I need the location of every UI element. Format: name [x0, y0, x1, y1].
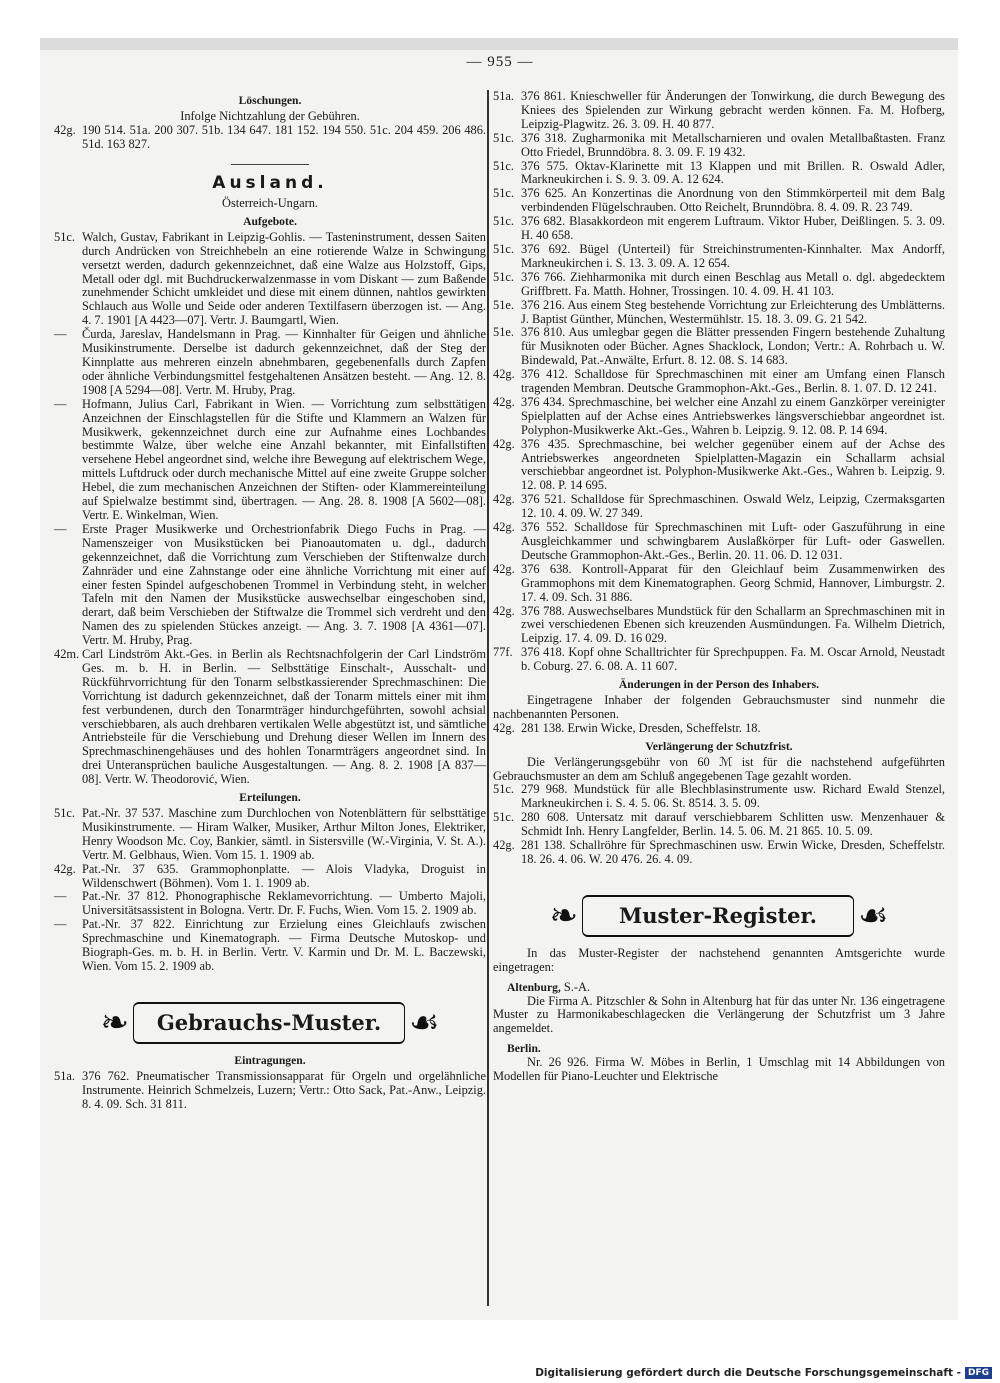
entry-text: 376 552. Schalldose für Sprechmaschinen mit Luft- oder Gaszuführung in eine Ausgleichkammer und schwingbarem Auslaßkörper für Luft- oder Gaswellen. Deutsche Grammophon-Akt.-Ges., Berlin. 20. 11. 06. D. 12 031. [521, 520, 945, 562]
entry-text: Pat.-Nr. 37 635. Grammophonplatte. — Alois Vladyka, Droguist in Wildenschwert (Böhmen). Vom 1. 1. 1909 ab. [82, 861, 486, 890]
entry [54, 1070, 486, 1112]
entry-text: 376 434. Sprechmaschine, bei welcher eine Anzahl zu einem Ganzkörper vereinigter Spielplatten auf der Achse eines Antriebswerkes längsverschiebbar angeordnet ist. Polyphon-Musikwerke Akt.-Ges., Wahren b. Leipzig. 9. 12. 08. P. 14 694. [521, 394, 945, 437]
ornament-right-icon: ☙ [858, 895, 889, 936]
subheading: Infolge Nichtzahlung der Gebühren. [180, 108, 360, 123]
entry-text: Pat.-Nr. 37 812. Phonographische Reklamevorrichtung. — Umberto Majoli, Universitätsassistent in Bologna. Vertr. Dr. F. Fuchs, Wien. Vom 15. 2. 1909 ab. [82, 889, 486, 918]
entry-class-code: 51c. [493, 782, 514, 797]
entry-class-code: 51c. [493, 214, 514, 229]
entry [493, 271, 945, 299]
entry-text: 376 318. Zugharmonika mit Metallscharnieren und ovalen Metallbaßtasten. Franz Otto Friedel, Brunndöbra. 8. 3. 09. F. 19 432. [521, 130, 945, 159]
entry [493, 326, 945, 368]
entry [54, 863, 486, 891]
entry-class-code: 42g. [493, 367, 515, 382]
entry-text: 376 810. Aus umlegbar gegen die Blätter pressenden Fingern bestehende Zuhaltung für Musiknoten oder Bücher. Agnes Shacklock, London; Vertr.: A. Rohrbach u. W. Bindewald, Pat.-Anwälte, Erfurt. 8. 12. 08. S. 14 683. [521, 325, 945, 368]
section-heading: Erteilungen. [239, 791, 301, 805]
entry-text: 376 762. Pneumatischer Transmissionsapparat für Orgeln und orgelähnliche Instrumente. Heinrich Schmelzeis, Luzern; Vertr.: Otto Sack, Pat.-Anw., Leipzig. 8. 4. 09. Sch. 31 811. [82, 1068, 486, 1111]
ornament-right-icon: ☙ [409, 1002, 440, 1043]
section-heading: Aufgebote. [243, 214, 297, 228]
entry [54, 231, 486, 328]
place-name: Altenburg, [507, 980, 561, 994]
entry-text: 376 412. Schalldose für Sprechmaschinen mit einer am Umfang einen Flansch tragenden Membran. Deutsche Grammophon-Akt.-Ges., Berlin. 8. 1. 07. D. 12 241. [521, 367, 945, 396]
entry [54, 807, 486, 863]
entry-text: 376 788. Auswechselbares Mundstück für den Schallarm an Sprechmaschinen mit in zwei verschiedenen Ebenen sich kreuzenden Ausmündungen. Fa. Wilhelm Dietrich, Leipzig. 17. 4. 09. D. 16 029. [521, 603, 945, 646]
entry-text: 190 514. 51a. 200 307. 51b. 134 647. 181 152. 194 550. 51c. 204 459. 206 486. 51d. 163 827. [82, 122, 486, 151]
entry-class-code: 51e. [493, 297, 514, 312]
entry-text: Pat.-Nr. 37 822. Einrichtung zur Erzielung eines Gleichlaufs zwischen Sprechmaschine und Kinematograph. — Firma Deutsche Mutoskop- und Biograph-Ges. m. b. H. in Berlin. Vertr. V. Karmin und Dr. M. L. Baczewski, Wien. Vom 15. 2. 1909 ab. [82, 917, 486, 973]
entry-class-code: 42g. [493, 492, 515, 507]
section-heading: Änderungen in der Person des Inhabers. [618, 678, 820, 692]
entry-text: 376 418. Kopf ohne Schalltrichter für Sprechpuppen. Fa. M. Oscar Arnold, Neustadt b. Coburg. 27. 6. 08. A. 11 607. [521, 645, 945, 674]
section-heading: Löschungen. [238, 94, 302, 107]
entry [493, 493, 945, 521]
entry-text: 281 138. Erwin Wicke, Dresden, Scheffelstr. 18. [521, 720, 761, 735]
entry-class-code: — [54, 917, 67, 932]
paragraph: Eingetragene Inhaber der folgenden Gebrauchsmuster sind nunmehr die nachbenannten Personen. [493, 692, 945, 721]
entry [493, 396, 945, 438]
entry [493, 243, 945, 271]
entry-text: 376 861. Knieschweller für Änderungen der Tonwirkung, die durch Bewegung des Kniees des Spielenden zur Wirkung gebracht werden können. Fa. M. Hofberg, Leipzig-Plagwitz. 26. 3. 09. H. 40 877. [521, 89, 945, 131]
entry-class-code: 77f. [493, 645, 513, 660]
entry-text: Hofmann, Julius Carl, Fabrikant in Wien. — Vorrichtung zum selbsttätigen Anzeichnen der Einschlagstellen für die Stifte und Klammern an Walzen für Musikwerk, gekennzeichnet durch eine zur Aufnahme eines Lochbandes bestimmte Walze, über welche eine Anzahl bekannter, mit Einfallstiften versehene Hebel angeordnet sind, welche ihre Bewegung auf elektrischem Wege, mittels Luftdruck oder durch mechanische Mittel auf eine zweite Gruppe solcher Hebel, die zum mechanischen Anzeichnen der Stiften- oder Klammereinteilung auf Spielwalze bestimmt sind, übertragen. — Ang. 28. 8. 1908 [A 5602—08]. Vertr. E. Winkelman, Wien. [82, 396, 486, 522]
entry-text: Carl Lindström Akt.-Ges. in Berlin als Rechtsnachfolgerin der Carl Lindström Ges. m. b. H. in Berlin. — Selbsttätige Einschalt-, Ausschalt- und Rückführvorrichtung für den Tonarm selbstkassierender Sprechmaschinen: Die Vorrichtung ist dadurch gekennzeichnet, daß der Tonarm mittels einer mit ihm fest verbundenen, durch den Tonarmträger hindurchgeführten, sowohl achsial verschiebbaren, als auch drehbaren vertikalen Welle abgestützt ist, und sämtliche Antriebsteile für die Verschiebung und Drehung dieser Wellen im Innern des Sprechmaschinengehäuses und des hohlen Tonarmträgers angeordnet sind. In drei Unteransprüchen bauliche Ausgestaltungen. — Ang. 8. 2. 1908 [A 837—08]. Vertr. W. Theodorović, Wien. [82, 647, 486, 787]
entry-text: 376 435. Sprechmaschine, bei welcher gegenüber einem auf der Achse des Antriebswerkes angeordneten Spielplatten-Magazin ein Schallarm achsial verschiebbar angeordnet ist. Polyphon-Musikwerke Akt.-Ges., Wahren b. Leipzig. 9. 12. 08. P. 14 695. [521, 436, 945, 493]
entry-text: 376 692. Bügel (Unterteil) für Streichinstrumenten-Kinnhalter. Max Andorff, Markneukirchen i. S. 13. 3. 09. A. 12 654. [521, 241, 945, 270]
right-column [493, 90, 945, 1084]
entry [54, 124, 486, 152]
entry-text: 376 216. Aus einem Steg bestehende Vorrichtung zur Erleichterung des Umblätterns. J. Baptist Günther, München, Westermühlstr. 15. 18. 3. 09. G. 21 542. [521, 297, 945, 326]
entry-class-code: 51c. [493, 158, 514, 173]
section-banner [493, 895, 945, 937]
place-heading [493, 1042, 945, 1056]
section-heading: Eintragungen. [234, 1053, 306, 1067]
paragraph: In das Muster-Register der nachstehend genannten Amtsgerichte wurde eingetragen: [493, 945, 945, 974]
entry-class-code: 51a. [54, 1068, 75, 1083]
entry [493, 160, 945, 188]
scan-edge [40, 38, 958, 50]
entry-text: 376 521. Schalldose für Sprechmaschinen. Oswald Welz, Leipzig, Czermaksgarten 12. 10. 4. 09. W. 27 349. [521, 492, 945, 521]
banner-title: Muster-Register. [582, 895, 854, 937]
entry-class-code: 51c. [493, 130, 514, 145]
entry-class-code: 51c. [54, 806, 75, 820]
entry [54, 328, 486, 398]
entry-class-code: — [54, 889, 67, 904]
entry-text: Čurda, Jareslav, Handelsmann in Prag. — Kinnhalter für Geigen und ähnliche Musikinstrumente. Derselbe ist dadurch gekennzeichnet, daß der Steg der Kinnplatte aus mehreren einzeln abnehmbaren, gegebenenfalls durch Zapfen oder ähnliche Verbindungsmittel festgehaltenen Ansätzen besteht. — Ang. 12. 8. 1908 [A 5294—08]. Vertr. M. Hruby, Prag. [82, 327, 486, 397]
banner-title: Gebrauchs-Muster. [133, 1002, 405, 1044]
entry-text: Walch, Gustav, Fabrikant in Leipzig-Gohlis. — Tasteninstrument, dessen Saiten durch Andrücken von Streichhebeln an eine rotierende Walze in Schwingung versetzt werden, dadurch gekennzeichnet, daß eine Walze aus Holzstoff, Gips, Metall oder dgl. mit Buchdruckerwalzenmasse in vom Diskant — zum Baßende zunehmender Schicht umkleidet und diese mit einem dünnen, nahtlos gewirkten Schlauch aus Wolle und Seide oder anderen Textilfasern überzogen ist. — Ang. 4. 7. 1901 [A 4423—07]. Vertr. J. Baumgartl, Wien. [82, 229, 486, 328]
dfg-logo: DFG [965, 1367, 992, 1379]
entry [54, 918, 486, 974]
column-divider [487, 90, 489, 1306]
entry-text: 376 682. Blasakkordeon mit engerem Luftraum. Viktor Huber, Deißlingen. 5. 3. 09. H. 40 658. [521, 214, 945, 243]
entry-text: 376 625. An Konzertinas die Anordnung von den Stimmkörperteil mit dem Balg verbindenden Flügelschrauben. Otto Reichelt, Brunndöbra. 8. 4. 09. R. 23 749. [521, 186, 945, 215]
place-name: Berlin. [507, 1042, 541, 1056]
left-column [54, 90, 486, 1112]
entry-class-code: 51c. [493, 269, 514, 284]
entry-class-code: 42m. [54, 647, 80, 662]
subheading: Österreich-Ungarn. [222, 196, 318, 211]
ornament-left-icon: ❧ [549, 895, 578, 936]
entry-text: Erste Prager Musikwerke und Orchestrionfabrik Diego Fuchs in Prag. — Namenszeiger von Musikstücken bei Pianoautomaten u. dgl., dadurch gekennzeichnet, daß die Vorrichtung zum Verschieben der Stiftenwalze durch Zahnräder und eine Zahnstange oder eine ähnliche Vorrichtung mit einer auf einer festen Spindel aufgeschobenen Trommel in Verbindung steht, in welcher Tafeln mit den Namen der Musikstücke auswechselbar eingeschoben sind, derart, daß beim Verschieben der Stiftwalze die Trommel sich verdreht und den Namen des zu spielenden Stückes anzeigt. — Ang. 3. 7. 1908 [A 4361—07]. Vertr. M. Hruby, Prag. [82, 521, 486, 648]
entry [493, 563, 945, 605]
entry-class-code: — [54, 396, 67, 411]
entry-class-code: 51c. [493, 241, 514, 256]
section-title: Ausland. [212, 173, 328, 194]
section-heading: Verlängerung der Schutzfrist. [645, 739, 793, 753]
ornament-left-icon: ❧ [100, 1002, 129, 1043]
paragraph: Die Verlängerungsgebühr von 60 ℳ ist für die nachstehend aufgeführten Gebrauchsmuster an dem am Schluß angegebenen Tage gezahlt worden. [493, 754, 945, 783]
entry-class-code: 51c. [493, 810, 514, 825]
entry [54, 398, 486, 523]
entry [493, 839, 945, 867]
entry-class-code: 42g. [493, 838, 515, 853]
place-heading [493, 981, 945, 995]
entry-class-code: 42g. [493, 394, 515, 409]
entry [493, 722, 945, 736]
entry-text: 281 138. Schallröhre für Sprechmaschinen usw. Erwin Wicke, Dresden, Scheffelstr. 18. 26. 4. 06. W. 20 476. 26. 4. 09. [521, 838, 945, 866]
section-divider [231, 164, 309, 166]
page-number: — 955 — [466, 54, 534, 70]
entry-class-code: 42g. [54, 861, 76, 876]
entry [493, 132, 945, 160]
entry [493, 368, 945, 396]
entry-class-code: 51c. [493, 186, 514, 201]
entry-class-code: 42g. [493, 720, 515, 735]
entry-class-code: 42g. [54, 122, 76, 137]
entry-class-code: 42g. [493, 436, 515, 451]
entry-class-code: — [54, 521, 67, 536]
paragraph: Nr. 26 926. Firma W. Möbes in Berlin, 1 Umschlag mit 14 Abbildungen von Modellen für Piano-Leuchter und Elektrische [493, 1055, 945, 1084]
entry-class-code: 51a. [493, 89, 514, 103]
place-region: S.-A. [560, 979, 591, 994]
entry-class-code: — [54, 327, 67, 342]
entry [493, 90, 945, 132]
entry-class-code: 51c. [54, 229, 75, 244]
entry [493, 646, 945, 674]
entry-class-code: 42g. [493, 520, 515, 535]
entry-text: 376 766. Ziehharmonika mit durch einen Beschlag aus Metall o. dgl. abgedecktem Griffbrett. Fa. Matth. Hohner, Trossingen. 10. 4. 09. H. 41 103. [521, 269, 945, 298]
entry [493, 783, 945, 811]
entry-text: 280 608. Untersatz mit darauf verschiebbarem Schlitten usw. Menzenhauer & Schmidt Inh. Henry Langfelder, Berlin. 14. 5. 06. M. 21 865. 10. 5. 09. [521, 810, 945, 839]
entry-class-code: 51e. [493, 325, 514, 340]
entry [54, 648, 486, 787]
entry [493, 438, 945, 494]
entry [493, 521, 945, 563]
entry [493, 811, 945, 839]
entry-class-code: 42g. [493, 603, 515, 618]
entry-text: Pat.-Nr. 37 537. Maschine zum Durchlochen von Notenblättern für selbsttätige Musikinstrumente. — Hiram Walker, Musiker, Arthur Milton Jones, Elektriker, Henry Woodson Mc. Coy, Bankier, sämtl. in Sistersville (W.-Virginia, V. St. A.). Vertr. M. Gelbhaus, Wien. Vom 15. 1. 1909 ab. [82, 806, 486, 862]
entry [493, 215, 945, 243]
section-banner [54, 1002, 486, 1044]
footer-credit [535, 1367, 992, 1379]
entry-text: 376 575. Oktav-Klarinette mit 13 Klappen und mit Brillen. R. Oswald Adler, Markneukirchen i. S. 9. 3. 09. A. 12 624. [521, 158, 945, 187]
paragraph: Die Firma A. Pitzschler & Sohn in Altenburg hat für das unter Nr. 136 eingetragene Muster zu Harmonikabeschlagecken die Verlängerung der Schutzfrist um 3 Jahre angemeldet. [493, 993, 945, 1036]
entry [54, 523, 486, 648]
entry [493, 187, 945, 215]
entry [493, 299, 945, 327]
entry [54, 890, 486, 918]
entry-text: 279 968. Mundstück für alle Blechblasinstrumente usw. Richard Ewald Stenzel, Markneukirchen i. S. 4. 5. 06. St. 8514. 3. 5. 09. [521, 782, 945, 811]
entry-text: 376 638. Kontroll-Apparat für den Gleichlauf beim Zusammenwirken des Grammophons mit dem Kinematographen. Georg Schmid, Hannover, Limburgstr. 2. 17. 4. 09. Sch. 31 886. [521, 561, 945, 604]
footer-text: Digitalisierung gefördert durch die Deutsche Forschungsgemeinschaft - [535, 1367, 961, 1379]
entry-class-code: 42g. [493, 561, 515, 576]
entry [493, 605, 945, 647]
